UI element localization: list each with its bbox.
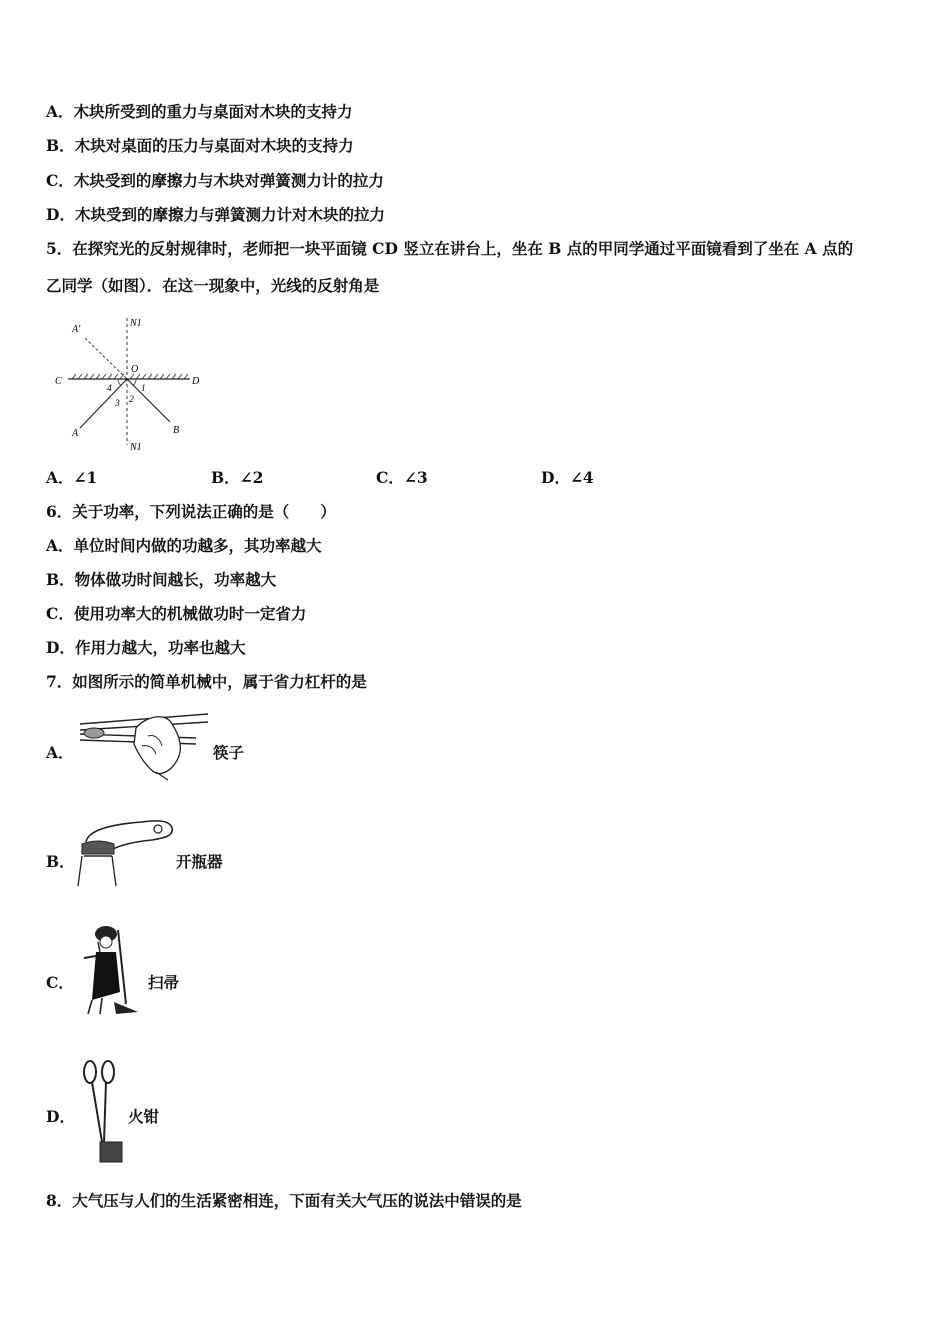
q5-stem-line2: 乙同学（如图）．在这一现象中，光线的反射角是 <box>46 276 380 295</box>
q4-option-c: C．木块受到的摩擦力与木块对弹簧测力计的拉力 <box>46 171 384 190</box>
q5-option-b: B．∠2 <box>211 468 264 487</box>
label-a-prime: A′ <box>72 324 81 335</box>
q6-stem: 6．关于功率，下列说法正确的是（ ） <box>46 502 336 521</box>
q7-option-d-name: 火钳 <box>128 1107 160 1126</box>
q4-option-b: B．木块对桌面的压力与桌面对木块的支持力 <box>46 136 354 155</box>
q4-option-d: D．木块受到的摩擦力与弹簧测力计对木块的拉力 <box>46 205 385 224</box>
label-o: O <box>131 364 139 375</box>
label-n1-bottom: N1 <box>130 442 142 453</box>
q8-stem: 8．大气压与人们的生活紧密相连，下面有关大气压的说法中错误的是 <box>46 1191 522 1210</box>
chopsticks-icon <box>76 706 212 782</box>
q7-option-b-name: 开瓶器 <box>176 852 223 871</box>
q7-stem: 7．如图所示的简单机械中，属于省力杠杆的是 <box>46 672 367 691</box>
q7-option-a-name: 筷子 <box>213 743 245 762</box>
label-c: C <box>55 376 62 387</box>
q6-option-d: D．作用力越大，功率也越大 <box>46 638 246 657</box>
label-a: A <box>72 428 79 439</box>
q7-option-d-label: D． <box>46 1107 75 1126</box>
q7-option-a-label: A． <box>46 743 74 762</box>
q6-option-a: A．单位时间内做的功越多，其功率越大 <box>46 536 322 555</box>
bottle-opener-icon <box>72 812 176 888</box>
reflection-diagram <box>50 310 210 456</box>
q4-option-a: A．木块所受到的重力与桌面对木块的支持力 <box>46 102 353 121</box>
q7-option-b-label: B． <box>46 852 75 871</box>
label-angle-4: 4 <box>107 384 112 394</box>
q5-stem-line1: 5．在探究光的反射规律时，老师把一块平面镜 CD 竖立在讲台上，坐在 B 点的甲同学通过平面镜看到了坐在 A 点的 <box>46 239 854 258</box>
broom-icon <box>76 922 148 1018</box>
q7-option-c-label: C． <box>46 973 74 992</box>
label-angle-1: 1 <box>141 384 146 394</box>
q5-option-d: D．∠4 <box>541 468 594 487</box>
label-angle-3: 3 <box>115 399 120 409</box>
label-d: D <box>192 376 200 387</box>
q5-option-a: A．∠1 <box>46 468 98 487</box>
label-n1-top: N1 <box>130 318 142 329</box>
q6-option-b: B．物体做功时间越长，功率越大 <box>46 570 277 589</box>
fire-tongs-icon <box>76 1058 126 1166</box>
q7-option-c-name: 扫帚 <box>148 973 180 992</box>
q6-option-c: C．使用功率大的机械做功时一定省力 <box>46 604 307 623</box>
label-b: B <box>173 425 180 436</box>
label-angle-2: 2 <box>129 395 134 405</box>
q5-option-c: C．∠3 <box>376 468 428 487</box>
